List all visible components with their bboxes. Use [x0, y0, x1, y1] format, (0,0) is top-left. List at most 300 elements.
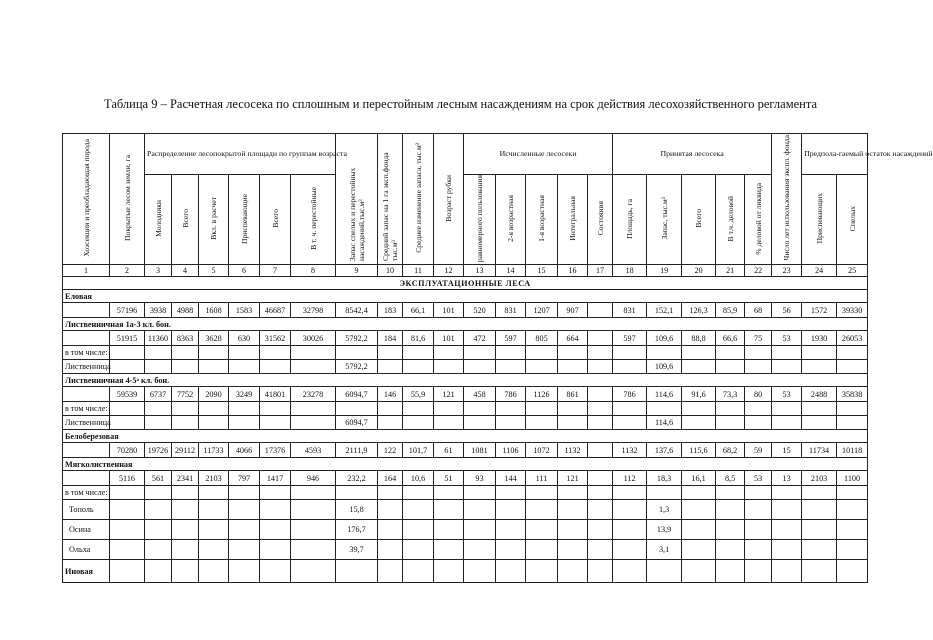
table-cell [172, 560, 199, 583]
table-cell [110, 500, 145, 520]
table-cell: 2341 [172, 471, 199, 486]
table-cell [682, 540, 716, 560]
table-cell: 101 [434, 303, 464, 318]
species-label: Мягколиственная [63, 458, 868, 471]
table-cell [802, 560, 837, 583]
table-cell [837, 360, 868, 374]
table-cell: 3,1 [647, 540, 682, 560]
table-cell: 46687 [260, 303, 291, 318]
table-cell: 115,6 [682, 443, 716, 458]
table-cell [837, 540, 868, 560]
column-number: 12 [434, 265, 464, 277]
table-cell [229, 402, 260, 416]
table-cell [745, 416, 772, 430]
column-number: 17 [588, 265, 613, 277]
table-cell [378, 500, 403, 520]
table-cell: 472 [464, 331, 496, 346]
table-cell [291, 346, 336, 360]
table-cell [378, 540, 403, 560]
column-number: 11 [403, 265, 434, 277]
column-number: 24 [802, 265, 837, 277]
table-cell [802, 500, 837, 520]
table-cell: 39,7 [336, 540, 378, 560]
table-cell [199, 500, 229, 520]
table-cell [172, 486, 199, 500]
table-cell [434, 360, 464, 374]
table-cell [647, 346, 682, 360]
table-cell [464, 500, 496, 520]
table-cell [496, 520, 526, 540]
header-age-distribution: Распределение лесопокрытой площади по группам возраста [145, 134, 336, 175]
table-cell [378, 416, 403, 430]
column-number: 16 [558, 265, 588, 277]
header-years-use: Число лет использования экспл. фонда [772, 134, 802, 265]
table-cell [199, 520, 229, 540]
table-cell [172, 346, 199, 360]
table-cell [378, 520, 403, 540]
species-label-row [63, 374, 868, 387]
table-cell [558, 560, 588, 583]
table-cell [526, 416, 558, 430]
column-number: 14 [496, 265, 526, 277]
table-cell: 5792,2 [336, 331, 378, 346]
table-cell [145, 540, 172, 560]
table-cell [526, 520, 558, 540]
table-cell: 805 [526, 331, 558, 346]
table-cell [110, 560, 145, 583]
table-cell [837, 560, 868, 583]
table-cell [526, 402, 558, 416]
table-cell [145, 486, 172, 500]
table-cell: 59539 [110, 387, 145, 402]
table-cell: 831 [613, 303, 647, 318]
table-cell: 146 [378, 387, 403, 402]
header-included: Вкл. в расчет [199, 175, 229, 265]
allowable-cut-table [62, 133, 933, 583]
table-cell [336, 402, 378, 416]
section-row [63, 277, 868, 290]
table-cell: 630 [229, 331, 260, 346]
table-cell [526, 560, 558, 583]
table-cell [63, 443, 110, 458]
table-cell [260, 402, 291, 416]
table-cell: 13,9 [647, 520, 682, 540]
table-cell [647, 402, 682, 416]
table-row [63, 387, 868, 402]
table-cell [496, 346, 526, 360]
table-cell [716, 402, 745, 416]
table-cell [291, 416, 336, 430]
table-cell [378, 402, 403, 416]
table-cell [110, 540, 145, 560]
table-cell [403, 500, 434, 520]
table-cell [716, 520, 745, 540]
table-cell [496, 416, 526, 430]
table-cell [260, 500, 291, 520]
header-maturing: Приспевающие [229, 175, 260, 265]
table-cell [526, 500, 558, 520]
table-cell [496, 500, 526, 520]
table-cell [172, 402, 199, 416]
table-cell [403, 520, 434, 540]
table-cell: 8542,4 [336, 303, 378, 318]
table-cell: 15 [772, 443, 802, 458]
table-row [63, 486, 868, 500]
table-cell: 6737 [145, 387, 172, 402]
table-cell: 53 [772, 331, 802, 346]
table-cell [526, 486, 558, 500]
table-cell [110, 346, 145, 360]
table-cell: 53 [745, 471, 772, 486]
row-name: Тополь [63, 500, 110, 520]
table-cell [745, 402, 772, 416]
table-row [63, 346, 868, 360]
table-cell: 80 [745, 387, 772, 402]
table-cell: 184 [378, 331, 403, 346]
table-cell [378, 560, 403, 583]
table-cell: 164 [378, 471, 403, 486]
table-cell [260, 360, 291, 374]
column-number: 3 [145, 265, 172, 277]
table-cell [434, 520, 464, 540]
table-cell: 1081 [464, 443, 496, 458]
table-cell: 17376 [260, 443, 291, 458]
row-name: Ольха [63, 540, 110, 560]
column-number: 19 [647, 265, 682, 277]
table-cell: 23278 [291, 387, 336, 402]
table-cell [199, 560, 229, 583]
table-cell: 39330 [837, 303, 868, 318]
table-cell [172, 540, 199, 560]
table-cell [588, 402, 613, 416]
table-row [63, 540, 868, 560]
table-cell: 53 [772, 387, 802, 402]
table-cell [682, 560, 716, 583]
table-cell [336, 486, 378, 500]
table-cell [837, 416, 868, 430]
table-row [63, 402, 868, 416]
table-cell [745, 486, 772, 500]
table-cell [110, 416, 145, 430]
table-cell [716, 500, 745, 520]
table-cell [613, 560, 647, 583]
species-label-row [63, 458, 868, 471]
table-cell: 68,2 [716, 443, 745, 458]
table-cell: 101,7 [403, 443, 434, 458]
table-cell [172, 500, 199, 520]
table-cell [464, 416, 496, 430]
table-cell: 6094,7 [336, 416, 378, 430]
table-row [63, 416, 868, 430]
table-cell: 1100 [837, 471, 868, 486]
table-cell [588, 486, 613, 500]
table-cell [613, 402, 647, 416]
column-number: 6 [229, 265, 260, 277]
table-cell: 32798 [291, 303, 336, 318]
table-cell [716, 346, 745, 360]
table-cell [802, 402, 837, 416]
column-number: 9 [336, 265, 378, 277]
table-cell: 70280 [110, 443, 145, 458]
table-cell: 66,1 [403, 303, 434, 318]
column-number: 5 [199, 265, 229, 277]
table-cell: 101 [434, 331, 464, 346]
table-cell: 8,5 [716, 471, 745, 486]
table-cell [378, 346, 403, 360]
table-cell [229, 520, 260, 540]
table-cell [716, 560, 745, 583]
species-label: Белоберезовая [63, 430, 868, 443]
table-cell [464, 520, 496, 540]
header-avg-stock: Средний запас на 1 га эксп.фонда тыс.м³ [378, 134, 403, 265]
table-cell [145, 560, 172, 583]
row-name: в том числе: [63, 402, 110, 416]
table-cell [434, 540, 464, 560]
table-cell: 152,1 [647, 303, 682, 318]
row-name: Лиственница [63, 416, 110, 430]
table-cell [172, 416, 199, 430]
table-cell: 2103 [199, 471, 229, 486]
table-cell [434, 402, 464, 416]
table-cell: 112 [613, 471, 647, 486]
table-cell: 10118 [837, 443, 868, 458]
table-cell [403, 560, 434, 583]
table-cell [110, 360, 145, 374]
table-cell [682, 520, 716, 540]
table-cell: 30026 [291, 331, 336, 346]
table-cell: 1126 [526, 387, 558, 402]
table-cell [772, 520, 802, 540]
table-cell: 18,3 [647, 471, 682, 486]
table-row [63, 520, 868, 540]
table-cell [613, 486, 647, 500]
table-cell: 1132 [613, 443, 647, 458]
table-cell [772, 346, 802, 360]
table-cell: 1106 [496, 443, 526, 458]
header-overmature: В т. ч. перестойные [291, 175, 336, 265]
table-cell [772, 486, 802, 500]
column-number: 10 [378, 265, 403, 277]
table-cell [588, 346, 613, 360]
table-cell [229, 500, 260, 520]
table-cell [434, 346, 464, 360]
table-caption: Таблица 9 – Расчетная лесосека по сплошным и перестойным лесным насаждениям на срок действия лесохозяйственного регламента [104, 97, 818, 111]
table-cell [496, 360, 526, 374]
table-cell [496, 540, 526, 560]
table-cell: 68 [745, 303, 772, 318]
table-cell: 3628 [199, 331, 229, 346]
table-cell [172, 520, 199, 540]
table-cell [434, 560, 464, 583]
table-row [63, 331, 868, 346]
table-cell [588, 443, 613, 458]
table-cell [613, 416, 647, 430]
column-number: 7 [260, 265, 291, 277]
table-cell: 11733 [199, 443, 229, 458]
column-number-row [63, 265, 868, 277]
table-cell [558, 500, 588, 520]
column-number: 25 [837, 265, 868, 277]
table-cell [558, 416, 588, 430]
header-mature-rem: Спелых [837, 175, 868, 265]
table-cell [260, 540, 291, 560]
table-cell [558, 402, 588, 416]
table-cell [145, 500, 172, 520]
table-cell: 93 [464, 471, 496, 486]
table-cell [772, 500, 802, 520]
table-cell [434, 416, 464, 430]
header-maturing-rem: Приспевающих [802, 175, 837, 265]
table-cell [588, 540, 613, 560]
table-cell [403, 402, 434, 416]
header-stock: Запас, тыс.м³ [647, 175, 682, 265]
table-cell [336, 560, 378, 583]
table-cell: 831 [496, 303, 526, 318]
table-cell [145, 346, 172, 360]
table-cell [682, 346, 716, 360]
table-cell [647, 486, 682, 500]
header-young: Молодняки [145, 175, 172, 265]
table-cell: 51915 [110, 331, 145, 346]
table-cell: 29112 [172, 443, 199, 458]
table-cell [588, 471, 613, 486]
table-row [63, 560, 868, 583]
row-name: Иновая [63, 560, 110, 583]
table-cell [745, 520, 772, 540]
table-cell [145, 416, 172, 430]
table-cell: 907 [558, 303, 588, 318]
table-cell [291, 520, 336, 540]
header-forest-area: Покрытые лесом земли, га [110, 134, 145, 265]
header-cutting-age: Возраст рубки [434, 134, 464, 265]
table-cell: 1207 [526, 303, 558, 318]
table-cell [837, 402, 868, 416]
table-cell [802, 346, 837, 360]
table-row [63, 303, 868, 318]
table-cell: 1583 [229, 303, 260, 318]
table-cell [588, 387, 613, 402]
header-integral: Интегральная [558, 175, 588, 265]
table-row [63, 443, 868, 458]
species-label-row [63, 430, 868, 443]
table-cell [260, 486, 291, 500]
table-cell [229, 486, 260, 500]
table-cell [613, 360, 647, 374]
table-cell: 1417 [260, 471, 291, 486]
table-cell: 41801 [260, 387, 291, 402]
table-cell [464, 486, 496, 500]
table-cell [229, 346, 260, 360]
table-cell: 664 [558, 331, 588, 346]
table-cell: 35838 [837, 387, 868, 402]
header-area: Площадь, га [613, 175, 647, 265]
table-cell: 73,3 [716, 387, 745, 402]
table-cell: 126,3 [682, 303, 716, 318]
row-name: Осина [63, 520, 110, 540]
table-cell: 137,6 [647, 443, 682, 458]
table-cell: 16,1 [682, 471, 716, 486]
table-cell: 10,6 [403, 471, 434, 486]
table-cell [291, 500, 336, 520]
table-cell: 4593 [291, 443, 336, 458]
table-cell: 597 [613, 331, 647, 346]
table-cell [172, 360, 199, 374]
header-second-age: 2-я возрастная [496, 175, 526, 265]
table-cell [229, 540, 260, 560]
column-number: 8 [291, 265, 336, 277]
table-cell [802, 360, 837, 374]
header-mature-stock: Запас спелых и перестойных насаждений,тыс.м³ [336, 134, 378, 265]
column-number: 1 [63, 265, 110, 277]
table-cell: 2090 [199, 387, 229, 402]
table-cell [229, 560, 260, 583]
column-number: 18 [613, 265, 647, 277]
table-cell: 31562 [260, 331, 291, 346]
table-cell [496, 560, 526, 583]
table-cell: 458 [464, 387, 496, 402]
table-cell [772, 560, 802, 583]
table-cell [682, 416, 716, 430]
header-total-a: Всего [172, 175, 199, 265]
table-cell: 8363 [172, 331, 199, 346]
table-cell [403, 360, 434, 374]
table-cell: 109,6 [647, 360, 682, 374]
table-cell: 13 [772, 471, 802, 486]
table-row [63, 500, 868, 520]
table-cell: 4988 [172, 303, 199, 318]
table-cell: 3938 [145, 303, 172, 318]
table-cell [802, 416, 837, 430]
table-cell [716, 540, 745, 560]
table-cell [110, 402, 145, 416]
table-cell [291, 360, 336, 374]
table-cell [588, 500, 613, 520]
table-cell [745, 500, 772, 520]
table-cell [63, 471, 110, 486]
table-cell: 1072 [526, 443, 558, 458]
table-cell: 797 [229, 471, 260, 486]
table-cell [145, 520, 172, 540]
table-cell: 59 [745, 443, 772, 458]
table-cell [199, 402, 229, 416]
table-cell [745, 346, 772, 360]
species-label: Лиственничная 1а-3 кл. бон. [63, 318, 868, 331]
species-label-row [63, 290, 868, 303]
column-number: 23 [772, 265, 802, 277]
table-cell [260, 346, 291, 360]
table-cell: 122 [378, 443, 403, 458]
table-cell: 2111,9 [336, 443, 378, 458]
table-cell [682, 402, 716, 416]
table-cell [496, 486, 526, 500]
table-cell [716, 360, 745, 374]
table-cell [613, 500, 647, 520]
table-cell [772, 360, 802, 374]
table-cell [291, 560, 336, 583]
table-cell [745, 360, 772, 374]
table-cell: 561 [145, 471, 172, 486]
table-cell [199, 346, 229, 360]
table-cell: 1,3 [647, 500, 682, 520]
table-cell: 56 [772, 303, 802, 318]
table-cell: 6094,7 [336, 387, 378, 402]
table-cell [745, 560, 772, 583]
table-cell [291, 486, 336, 500]
table-cell: 946 [291, 471, 336, 486]
table-cell [837, 346, 868, 360]
table-cell: 85,9 [716, 303, 745, 318]
table-cell: 786 [613, 387, 647, 402]
